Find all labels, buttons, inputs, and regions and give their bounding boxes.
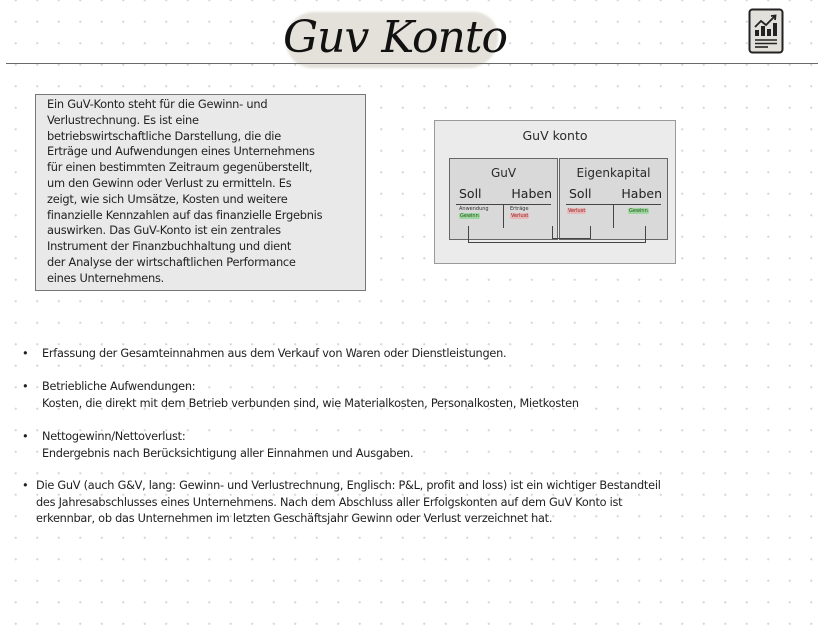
bullet-dot: • — [22, 430, 29, 443]
intro-line: Instrument der Finanzbuchhaltung und dient — [47, 239, 292, 254]
intro-line: Ein GuV-Konto steht für die Gewinn- und — [47, 97, 268, 111]
header-divider — [6, 63, 818, 64]
soll-label: Soll — [569, 186, 592, 201]
intro-line: betriebswirtschaftliche Darstellung, die die — [47, 128, 281, 143]
haben-label: Haben — [621, 186, 662, 201]
account-name: GuV — [490, 166, 517, 180]
bullet-text: Erfassung der Gesamteinnahmen aus dem Verkauf von Waren oder Dienstleistungen. — [42, 347, 507, 360]
intro-line: Erträge und Aufwendungen eines Unternehmens — [47, 144, 315, 159]
bullet-text: Nettogewinn/Nettoverlust: — [42, 430, 186, 443]
bullet-text: Endergebnis nach Berücksichtigung aller Einnahmen und Ausgaben. — [42, 446, 414, 460]
intro-text-box — [35, 94, 366, 291]
summary-line: erkennbar, ob das Unternehmen im letzten Geschäftsjahr Gewinn oder Verlust verzeichnet hat. — [36, 512, 553, 525]
report-chart-icon — [748, 8, 784, 54]
intro-line: der Analyse der wirtschaftlichen Performance — [47, 254, 296, 269]
intro-line: auswirken. Das GuV-Konto ist ein zentrales — [47, 223, 281, 238]
t-account-vertical-line — [613, 204, 614, 228]
summary-line: Die GuV (auch G&V, lang: Gewinn- und Verlustrechnung, Englisch: P&L, profit and loss) ist ein wichtiger Bestandteil — [36, 479, 661, 492]
bullet-text: Betriebliche Aufwendungen: — [42, 380, 196, 393]
intro-line: zeigt, wie sich Umsätze, Kosten und weitere — [47, 191, 288, 206]
account-name: Eigenkapital — [576, 166, 651, 180]
guv-konto-diagram — [434, 120, 676, 264]
haben-label: Haben — [511, 186, 552, 201]
entry-label: Erträge — [510, 206, 529, 212]
intro-line: eines Unternehmens. — [47, 270, 165, 285]
summary-line: des Jahresabschlusses eines Unternehmens. Nach dem Abschluss aller Erfolgskonten auf dem GuV Konto ist — [36, 495, 623, 509]
intro-line: finanzielle Kennzahlen auf das finanzielle Ergebnis — [47, 207, 323, 222]
soll-label: Soll — [459, 186, 482, 201]
intro-line: für einen bestimmten Zeitraum gegenüberstellt, — [47, 160, 313, 175]
entry-gewinn: Gewinn — [629, 208, 648, 214]
intro-line: Verlustrechnung. Es ist eine — [47, 112, 199, 127]
bullet-text: Kosten, die direkt mit dem Betrieb verbunden sind, wie Materialkosten, Personalkosten, Mietkosten — [42, 396, 579, 410]
page-title: Guv Konto — [282, 12, 508, 63]
bullet-dot: • — [22, 347, 29, 360]
bullet-dot: • — [22, 380, 29, 393]
intro-line: um den Gewinn oder Verlust zu ermitteln. Es — [47, 175, 292, 190]
t-account-vertical-line — [503, 204, 504, 228]
entry-verlust: Verlust — [511, 213, 529, 219]
entry-verlust: Verlust — [568, 208, 586, 214]
entry-label: Anwendung — [459, 206, 489, 212]
diagram-title: GuV konto — [522, 128, 588, 143]
bullet-dot: • — [22, 479, 29, 492]
entry-gewinn: Gewinn — [460, 213, 479, 219]
connector-verlust — [552, 226, 591, 239]
